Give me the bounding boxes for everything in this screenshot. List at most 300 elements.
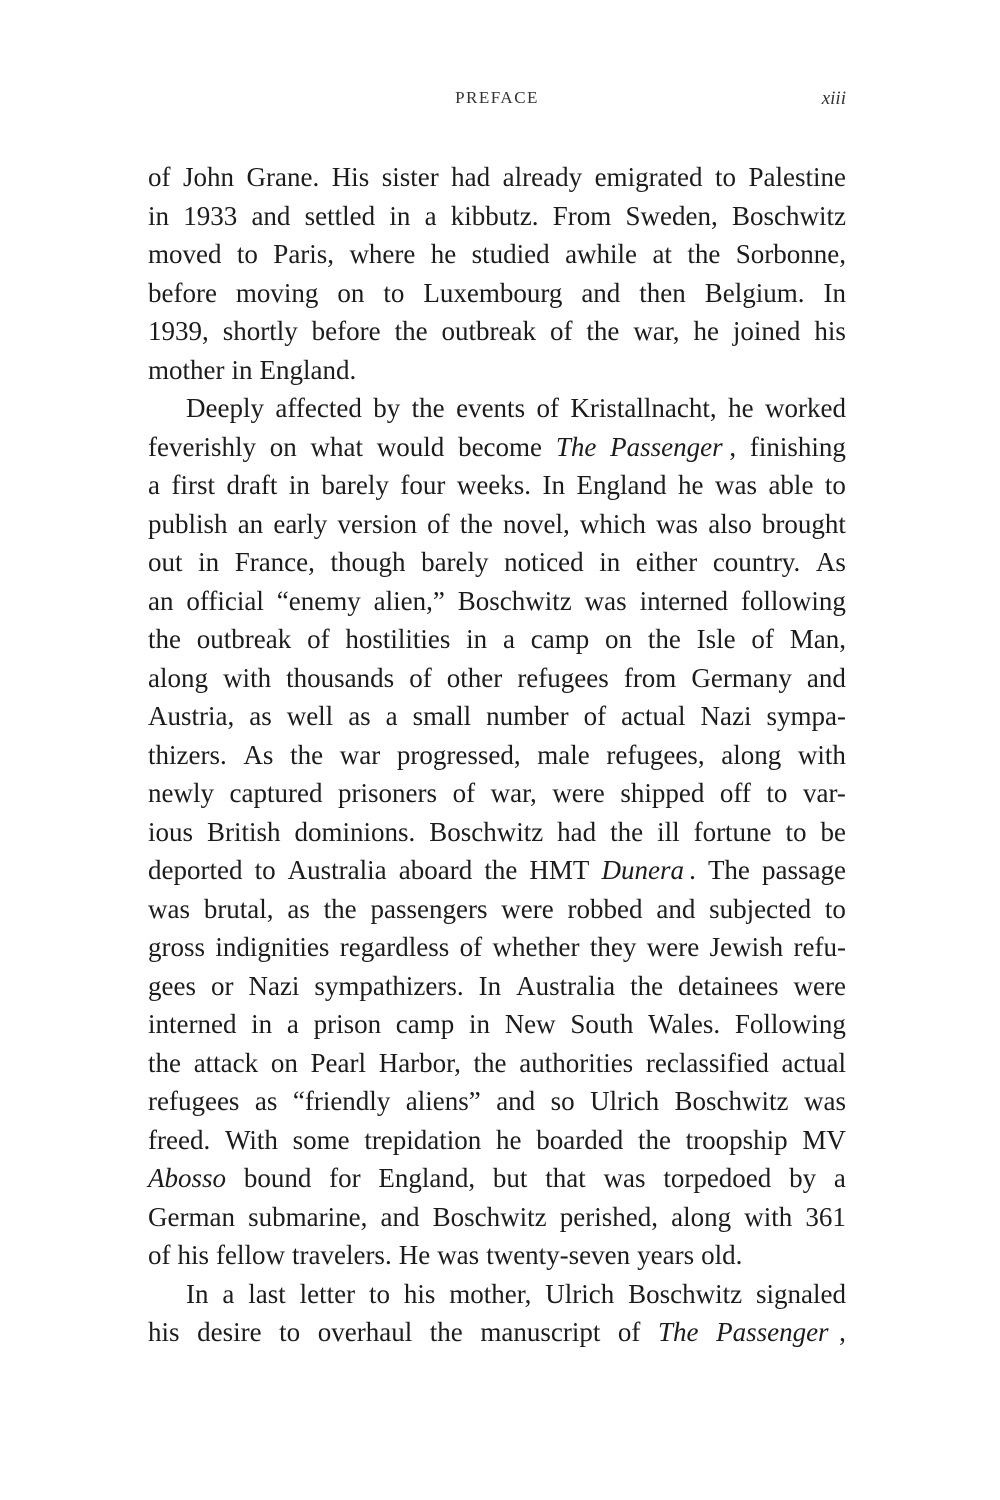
text-line (148, 235, 846, 274)
word: his (403, 1278, 436, 1309)
word: “enemy (276, 585, 361, 616)
word: as (348, 701, 371, 731)
word: Paris, (273, 239, 335, 269)
word: the (459, 508, 493, 539)
word: along (721, 739, 782, 770)
text-line (148, 697, 846, 736)
word: 1933 (183, 200, 238, 231)
word: As (815, 547, 846, 577)
italic-word: Dunera (601, 855, 684, 885)
word: with (223, 662, 272, 693)
word: to (279, 1317, 301, 1347)
word: before (311, 316, 381, 346)
word: to (824, 470, 846, 500)
word: or (210, 970, 234, 1001)
word: mother (148, 354, 225, 385)
word: he (496, 1124, 522, 1155)
word: war, (490, 778, 537, 808)
word: settled (304, 200, 376, 231)
word: gross (148, 932, 206, 962)
text-line (148, 967, 846, 1006)
word: In (478, 970, 502, 1001)
word: affected (275, 393, 362, 423)
text-line (148, 312, 846, 351)
word: of (148, 162, 171, 192)
word: progressed, (396, 739, 521, 770)
word: The (707, 855, 750, 885)
word: camp (530, 624, 590, 654)
word: HMT (529, 855, 590, 885)
word: outbreak (196, 624, 292, 654)
word: were (552, 778, 605, 808)
text-line (148, 543, 846, 582)
word: Nazi (700, 701, 752, 731)
word: Deeply (186, 393, 264, 423)
word: aliens” (405, 1086, 481, 1116)
word: of (459, 932, 483, 962)
word: was (656, 508, 699, 539)
word: off (719, 778, 751, 808)
word: outbreak (441, 316, 536, 346)
word: prisoners (338, 778, 438, 808)
word: camp (395, 1009, 455, 1039)
word: in (288, 470, 310, 500)
word: which (579, 508, 646, 539)
word: the (411, 393, 445, 423)
word: Wales. (648, 1009, 721, 1039)
word: and (581, 277, 621, 308)
word: was (603, 1163, 646, 1193)
word: England. (259, 354, 357, 385)
word: awhile (565, 239, 638, 269)
text-line (148, 582, 846, 621)
running-head (148, 88, 846, 112)
word: had (451, 162, 491, 192)
word: submarine, (248, 1201, 368, 1232)
word: manuscript (480, 1317, 601, 1347)
word: small (412, 701, 472, 731)
word: as (254, 1086, 278, 1116)
paragraph (148, 1275, 846, 1352)
word: old. (701, 1240, 743, 1270)
word: 361 (805, 1201, 846, 1232)
word: a (148, 470, 160, 500)
word: Palestine (748, 162, 846, 192)
word: Austria, (148, 701, 235, 731)
word: official (186, 585, 264, 616)
word: as (287, 893, 310, 924)
text-line (148, 736, 846, 775)
word: fellow (216, 1240, 285, 1270)
word: In (186, 1278, 209, 1309)
word: gees (148, 970, 196, 1001)
section-title: PREFACE (455, 88, 539, 107)
word: Nazi (248, 970, 300, 1001)
word: by (373, 393, 401, 423)
word: were (793, 970, 846, 1001)
word: passengers (370, 893, 488, 924)
word: along (148, 662, 208, 693)
word: Boschwitz (628, 1278, 743, 1309)
word: become (458, 431, 543, 462)
word: were (646, 932, 700, 962)
word: in (148, 200, 170, 231)
text-line (148, 1313, 846, 1352)
word: but (492, 1163, 528, 1193)
word: out (148, 547, 183, 577)
word: mother, (449, 1278, 532, 1309)
word: he (678, 470, 704, 500)
word: actual (781, 1047, 846, 1078)
word: desire (197, 1317, 262, 1347)
word: His (331, 162, 370, 192)
word: refugees (517, 662, 609, 693)
word: at (652, 239, 672, 269)
word: a (385, 701, 398, 731)
text-line (148, 389, 846, 428)
word: version (337, 508, 417, 539)
word: Kristallnacht, (570, 393, 717, 423)
word: were (501, 893, 554, 924)
word: prison (313, 1009, 382, 1039)
word: detainees (678, 970, 779, 1001)
word: was (714, 470, 757, 500)
word: from (623, 662, 677, 693)
italic-word: Abosso (148, 1163, 227, 1193)
word: England (576, 470, 667, 500)
word: where (349, 239, 416, 269)
word: with (797, 739, 846, 770)
word: his (148, 1317, 180, 1347)
word: following (740, 585, 846, 616)
word: war (339, 739, 381, 770)
text-line (148, 466, 846, 505)
word: with (744, 1201, 793, 1232)
word: a (286, 1009, 299, 1039)
word: In (823, 277, 846, 308)
word: deported (148, 855, 243, 885)
word: , (729, 431, 737, 462)
word: to (785, 816, 807, 847)
word: would (376, 431, 445, 462)
word: last (248, 1278, 286, 1309)
text-line (148, 505, 846, 544)
word: the (610, 816, 644, 847)
word: and (806, 662, 846, 693)
word: Ulrich (545, 1278, 615, 1309)
word: emigrated (594, 162, 703, 192)
word: kibbutz. (450, 200, 539, 231)
word: and (251, 200, 291, 231)
word: to (766, 778, 788, 808)
word: in (389, 200, 411, 231)
word: publish (148, 508, 228, 539)
word: twenty-seven (486, 1240, 631, 1270)
word: Belgium. (704, 277, 805, 308)
text-line (148, 158, 846, 197)
text-line (148, 1044, 846, 1083)
text-line (148, 1275, 846, 1314)
text-line (148, 620, 846, 659)
word: a (222, 1278, 235, 1309)
word: sister (381, 162, 439, 192)
word: In (542, 470, 566, 500)
word: brutal, (203, 893, 274, 924)
word: South (570, 1009, 634, 1039)
text-line (148, 428, 846, 467)
word: was (148, 893, 190, 924)
word: regardless (339, 932, 450, 962)
word: either (635, 547, 698, 577)
word: on (337, 277, 365, 308)
word: refugees (148, 1086, 240, 1116)
word: England, (378, 1163, 476, 1193)
word: to (368, 1278, 390, 1309)
word: to (715, 162, 737, 192)
word: From (552, 200, 612, 231)
word: newly (148, 778, 214, 808)
word: that (545, 1163, 586, 1193)
word: overhaul (317, 1317, 413, 1347)
word: authorities (519, 1047, 634, 1078)
word: robbed (567, 893, 643, 924)
text-line (148, 1121, 846, 1160)
text-line (148, 813, 846, 852)
word: Australia (287, 855, 387, 885)
word: then (639, 277, 686, 308)
word: New (504, 1009, 556, 1039)
word: Boschwitz (429, 816, 544, 847)
word: his (177, 1240, 210, 1270)
word: be (820, 816, 846, 847)
word: number (486, 701, 569, 731)
word: studied (471, 239, 550, 269)
word: Boschwitz (674, 1086, 789, 1116)
italic-word: Passenger (610, 431, 723, 462)
word: four (400, 470, 446, 500)
word: was (437, 1240, 480, 1270)
word: Man, (789, 624, 846, 654)
word: actual (621, 701, 686, 731)
word: fortune (693, 816, 772, 847)
italic-word: The (658, 1317, 699, 1347)
word: shortly (222, 316, 298, 346)
word: the (394, 316, 428, 346)
word: worked (764, 393, 846, 423)
word: German (148, 1201, 235, 1232)
word: first (171, 470, 215, 500)
word: . (689, 855, 696, 885)
word: so (550, 1086, 575, 1116)
word: reclassified (645, 1047, 769, 1078)
word: indignities (215, 932, 330, 962)
word: in (198, 547, 220, 577)
text-line (148, 659, 846, 698)
word: ill (657, 816, 680, 847)
word: bound (243, 1163, 312, 1193)
text-line (148, 1005, 846, 1044)
word: to (824, 893, 846, 924)
word: sympathizers. (314, 970, 464, 1001)
word: Germany (691, 662, 792, 693)
word: events (456, 393, 526, 423)
word: of (751, 624, 774, 654)
word: war, (633, 316, 680, 346)
word: a (424, 200, 437, 231)
text-line (148, 1198, 846, 1237)
word: in (251, 1009, 273, 1039)
word: Australia (516, 970, 616, 1001)
word: Following (734, 1009, 846, 1039)
word: As (243, 739, 274, 770)
word: of (617, 1317, 641, 1347)
word: of (307, 624, 330, 654)
word: on (605, 624, 633, 654)
word: thousands (286, 662, 395, 693)
word: some (292, 1124, 350, 1155)
paragraph (148, 389, 846, 1275)
word: early (273, 508, 328, 539)
word: hostilities (345, 624, 451, 654)
word: sympa- (766, 701, 846, 731)
word: attack (193, 1047, 259, 1078)
paragraph (148, 158, 846, 389)
word: the (148, 1047, 181, 1078)
word: , (839, 1317, 846, 1347)
word: moving (235, 277, 319, 308)
word: refu- (793, 932, 846, 962)
word: Luxembourg (423, 277, 563, 308)
word: of (549, 316, 573, 346)
word: ious (148, 816, 194, 847)
word: was (584, 585, 627, 616)
word: draft (226, 470, 278, 500)
word: to (236, 239, 258, 269)
word: of (452, 778, 476, 808)
word: weeks. (456, 470, 532, 500)
word: Pearl (310, 1047, 367, 1078)
word: alien,” (373, 585, 445, 616)
word: on (270, 1047, 298, 1078)
word: Boschwitz (457, 585, 572, 616)
word: though (330, 547, 406, 577)
word: he (693, 316, 719, 346)
word: a (502, 624, 515, 654)
word: an (148, 585, 174, 616)
word: dominions. (294, 816, 416, 847)
text-line (148, 1082, 846, 1121)
word: torpedoed (663, 1163, 772, 1193)
word: the (586, 316, 620, 346)
word: signaled (756, 1278, 846, 1309)
word: of (148, 1240, 171, 1270)
word: interned (639, 585, 729, 616)
word: subjected (709, 893, 812, 924)
word: years (637, 1240, 695, 1270)
word: well (286, 701, 334, 731)
word: thizers. (148, 739, 227, 770)
word: troopship (685, 1124, 788, 1155)
word: John (182, 162, 234, 192)
text-line (148, 774, 846, 813)
word: and (496, 1086, 536, 1116)
word: France, (234, 547, 315, 577)
word: Sweden, (625, 200, 718, 231)
word: for (329, 1163, 361, 1193)
word: var- (802, 778, 846, 808)
word: his (814, 316, 846, 346)
word: interned (148, 1009, 237, 1039)
text-line (148, 1159, 846, 1198)
word: other (446, 662, 503, 693)
word: Sorbonne, (735, 239, 846, 269)
word: the (290, 739, 324, 770)
word: refugees, (606, 739, 705, 770)
word: by (789, 1163, 817, 1193)
word: the (473, 1047, 507, 1078)
word: the (637, 1124, 671, 1155)
word: the (429, 1317, 463, 1347)
word: He (398, 1240, 431, 1270)
word: in (231, 354, 253, 385)
word: Jewish (709, 932, 784, 962)
word: moved (148, 239, 222, 269)
text-line (148, 890, 846, 929)
page-number: xiii (821, 88, 846, 109)
word: trepidation (364, 1124, 482, 1155)
word: a (833, 1163, 846, 1193)
word: British (206, 816, 281, 847)
word: novel, (502, 508, 570, 539)
word: whether (492, 932, 580, 962)
text-line (148, 274, 846, 313)
word: along (671, 1201, 732, 1232)
word: brought (761, 508, 846, 539)
word: Boschwitz (731, 200, 846, 231)
word: Grane. (246, 162, 320, 192)
word: letter (299, 1278, 356, 1309)
word: they (589, 932, 637, 962)
word: of (409, 662, 432, 693)
italic-word: Passenger (716, 1317, 829, 1347)
word: on (269, 431, 297, 462)
word: he (728, 393, 754, 423)
word: barely (321, 470, 389, 500)
word: finishing (749, 431, 846, 462)
word: of (427, 508, 450, 539)
word: had (557, 816, 597, 847)
word: freed. (148, 1124, 211, 1155)
word: Isle (696, 624, 736, 654)
word: and (380, 1201, 420, 1232)
word: in (468, 1009, 490, 1039)
word: Boschwitz (432, 1201, 547, 1232)
word: country. (712, 547, 801, 577)
word: barely (421, 547, 489, 577)
word: the (687, 239, 721, 269)
word: able (768, 470, 814, 500)
word: male (537, 739, 590, 770)
word: Harbor, (378, 1047, 461, 1078)
word: to (254, 855, 276, 885)
word: Ulrich (590, 1086, 660, 1116)
word: “friendly (292, 1086, 391, 1116)
word: also (708, 508, 752, 539)
word: of (536, 393, 559, 423)
word: the (630, 970, 664, 1001)
text-line (148, 351, 846, 390)
text-line (148, 1236, 846, 1275)
